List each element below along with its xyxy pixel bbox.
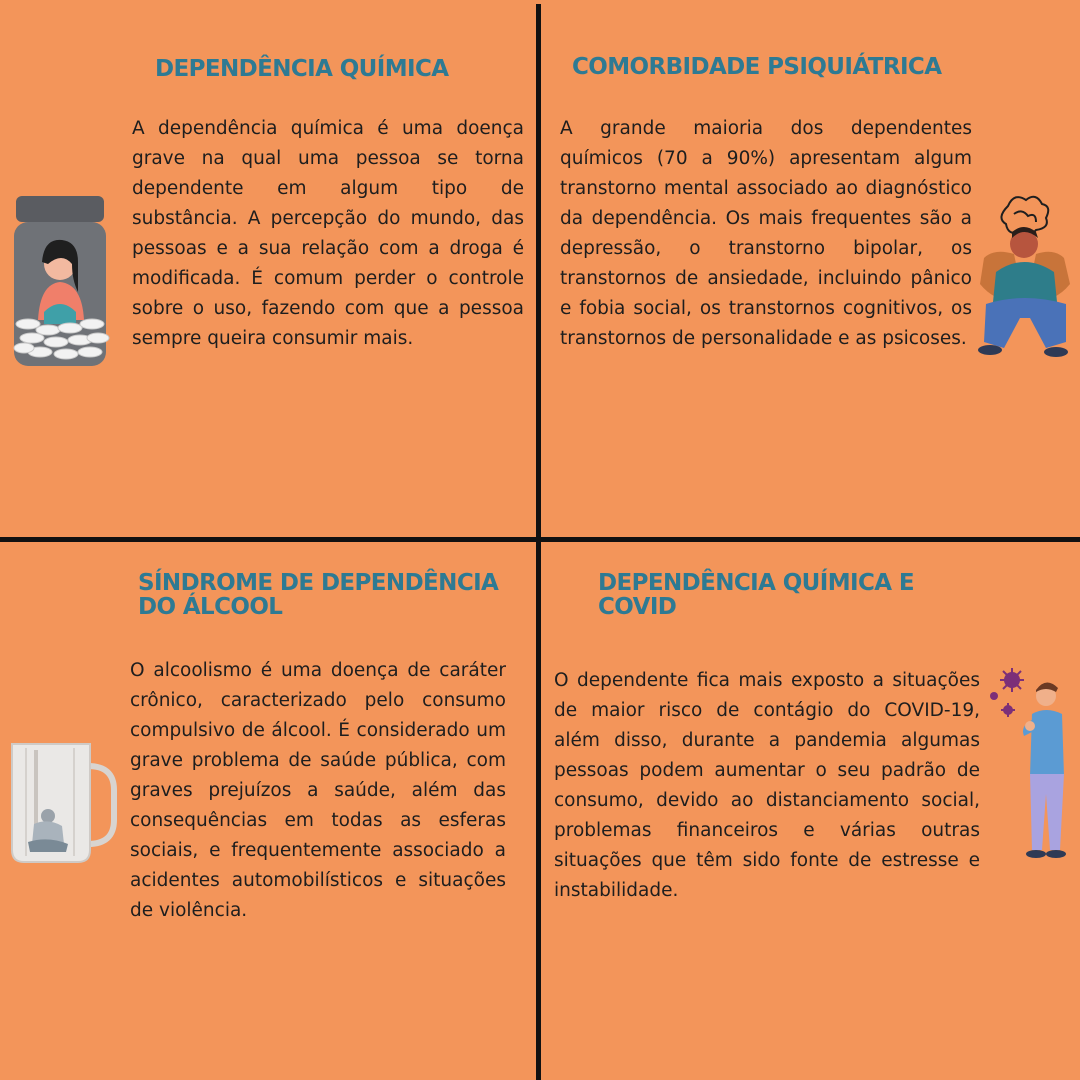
quadrant-body: O alcoolismo é uma doença de caráter crônico, caracterizado pelo consumo compulsivo de álcool. É considerado um grave problema de saúde pública, com graves prejuízos a saúde, além das consequências em todas as esferas sociais, e frequentemente associado a acidentes automobilísticos e situações de violência. (130, 660, 506, 921)
person-in-beer-mug-icon (4, 738, 118, 866)
quadrant-title (138, 571, 498, 619)
quadrant-title-line-1: SÍNDROME DE DEPENDÊNCIA (138, 570, 499, 596)
quadrant-title-line-1: DEPENDÊNCIA QUÍMICA E (598, 570, 914, 596)
quadrant-title-line-2: COVID (598, 594, 677, 620)
quadrant-body: O dependente fica mais exposto a situações de maior risco de contágio do COVID-19, além disso, durante a pandemia algumas pessoas podem aumentar o seu padrão de consumo, devido ao distanciamento social, problemas financeiros e várias outras situações que têm sido fonte de estresse e instabilidade. (554, 670, 980, 901)
vertical-divider (536, 4, 541, 1080)
person-coughing-virus-icon (984, 664, 1078, 864)
quadrant-title-line-2: DO ÁLCOOL (138, 594, 283, 620)
quadrant-title: DEPENDÊNCIA QUÍMICA (155, 56, 449, 82)
horizontal-divider (0, 537, 1080, 542)
quadrant-title: COMORBIDADE PSIQUIÁTRICA (572, 54, 942, 80)
person-in-pill-bottle-icon (10, 192, 110, 372)
quadrant-body: A dependência química é uma doença grave na qual uma pessoa se torna dependente em algum tipo de substância. A percepção do mundo, das pessoas e a sua relação com a droga é modificada. É comum perder o controle sobre o uso, fazendo com que a pessoa sempre queira consumir mais. (132, 118, 524, 349)
quadrant-body: A grande maioria dos dependentes químicos (70 a 90%) apresentam algum transtorno mental associado ao diagnóstico da dependência. Os mais frequentes são a depressão, o transtorno bipolar, os transtornos de ansiedade, incluindo pânico e fobia social, os transtornos cognitivos, os transtornos de personalidade e as psicoses. (560, 118, 972, 349)
anxious-person-icon (974, 192, 1080, 362)
quadrant-title (598, 571, 914, 619)
